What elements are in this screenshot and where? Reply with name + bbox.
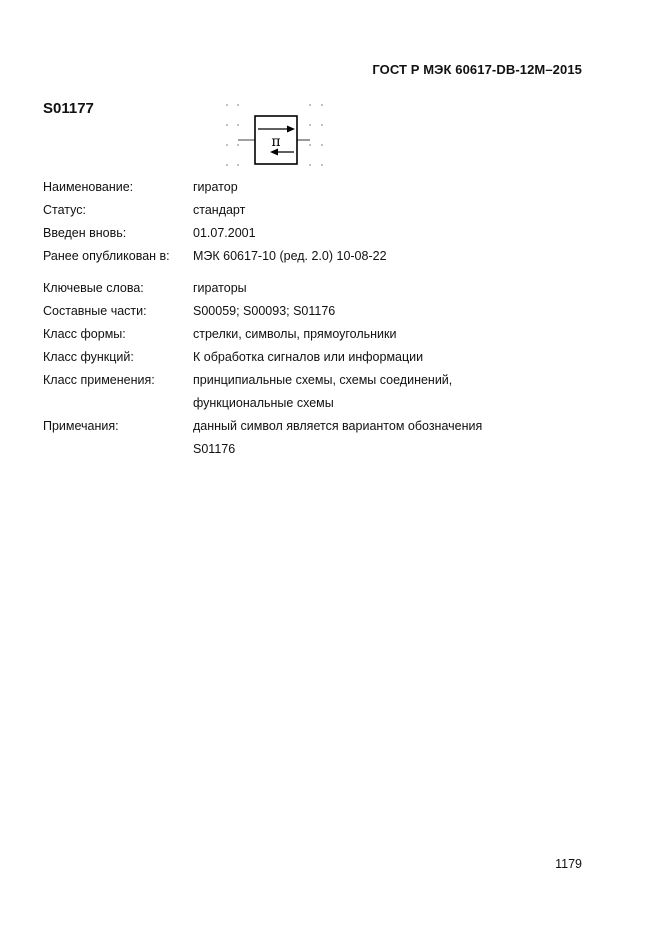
entry-fields: [43, 178, 563, 463]
field-introduced: [43, 224, 563, 247]
field-value: гираторы: [193, 281, 247, 295]
field-value: стрелки, символы, прямоугольники: [193, 327, 397, 341]
field-value-continuation: S01176: [193, 442, 236, 456]
field-components: [43, 302, 563, 325]
field-value: К обработка сигналов или информации: [193, 350, 424, 364]
field-value: гиратор: [193, 180, 238, 194]
field-label: Примечания:: [43, 419, 119, 433]
field-value-continuation: функциональные схемы: [193, 396, 334, 410]
field-value: S00059; S00093; S01176: [193, 304, 336, 318]
field-status: [43, 201, 563, 224]
field-value: стандарт: [193, 203, 246, 217]
field-keywords: [43, 279, 563, 302]
page-number: 1179: [555, 857, 582, 871]
field-label: Составные части:: [43, 304, 147, 318]
field-notes: [43, 417, 563, 440]
field-label: Класс функций:: [43, 350, 134, 364]
field-previously-published: [43, 247, 563, 270]
field-application-class: [43, 371, 563, 394]
field-value: МЭК 60617-10 (ред. 2.0) 10-08-22: [193, 249, 387, 263]
field-value: 01.07.2001: [193, 226, 256, 240]
field-function-class: [43, 348, 563, 371]
field-value: данный символ является вариантом обозначения: [193, 419, 483, 433]
field-shape-class: [43, 325, 563, 348]
field-label: Ранее опубликован в:: [43, 249, 170, 263]
field-label: Наименование:: [43, 180, 134, 194]
field-application-class-continuation: [43, 394, 563, 417]
field-notes-continuation: [43, 440, 563, 463]
gyrator-symbol-icon: [222, 100, 332, 170]
field-label: Ключевые слова:: [43, 281, 144, 295]
document-header: ГОСТ Р МЭК 60617-DB-12M–2015: [372, 62, 582, 77]
field-name: [43, 178, 563, 201]
field-label: Введен вновь:: [43, 226, 127, 240]
symbol-code: S01177: [43, 100, 94, 117]
pi-glyph: π: [271, 134, 281, 150]
field-label: Статус:: [43, 203, 86, 217]
field-value: принципиальные схемы, схемы соединений,: [193, 373, 453, 387]
field-label: Класс применения:: [43, 373, 155, 387]
field-label: Класс формы:: [43, 327, 126, 341]
